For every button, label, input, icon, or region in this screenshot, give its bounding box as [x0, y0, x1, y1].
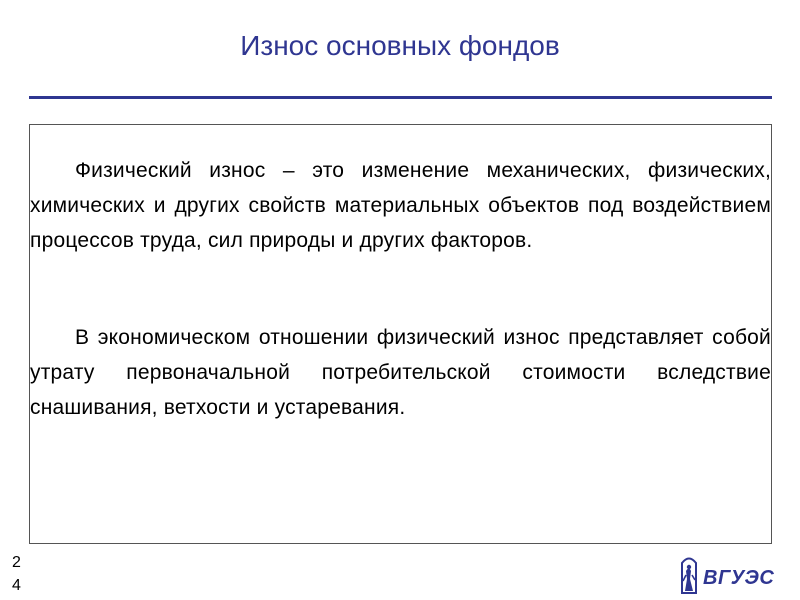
page-number-digit-1: 2 [12, 554, 21, 571]
slide-title: Износ основных фондов [240, 30, 560, 61]
content-box [29, 124, 772, 544]
vguez-logo-icon [676, 553, 776, 595]
title-underline [29, 96, 772, 99]
paragraph-economic-wear: В экономическом отношении физический износ представляет собой утрату первоначальной потребительской стоимости вследствие снашивания, ветхости и устаревания. [30, 326, 771, 419]
paragraph-physical-wear: Физический износ – это изменение механических, физических, химических и других свойств материальных объектов под воздействием процессов труда, сил природы и других факторов. [30, 159, 771, 252]
svg-text:ВГУЭС: ВГУЭС [703, 567, 775, 589]
page-number-digit-2: 4 [12, 577, 21, 594]
